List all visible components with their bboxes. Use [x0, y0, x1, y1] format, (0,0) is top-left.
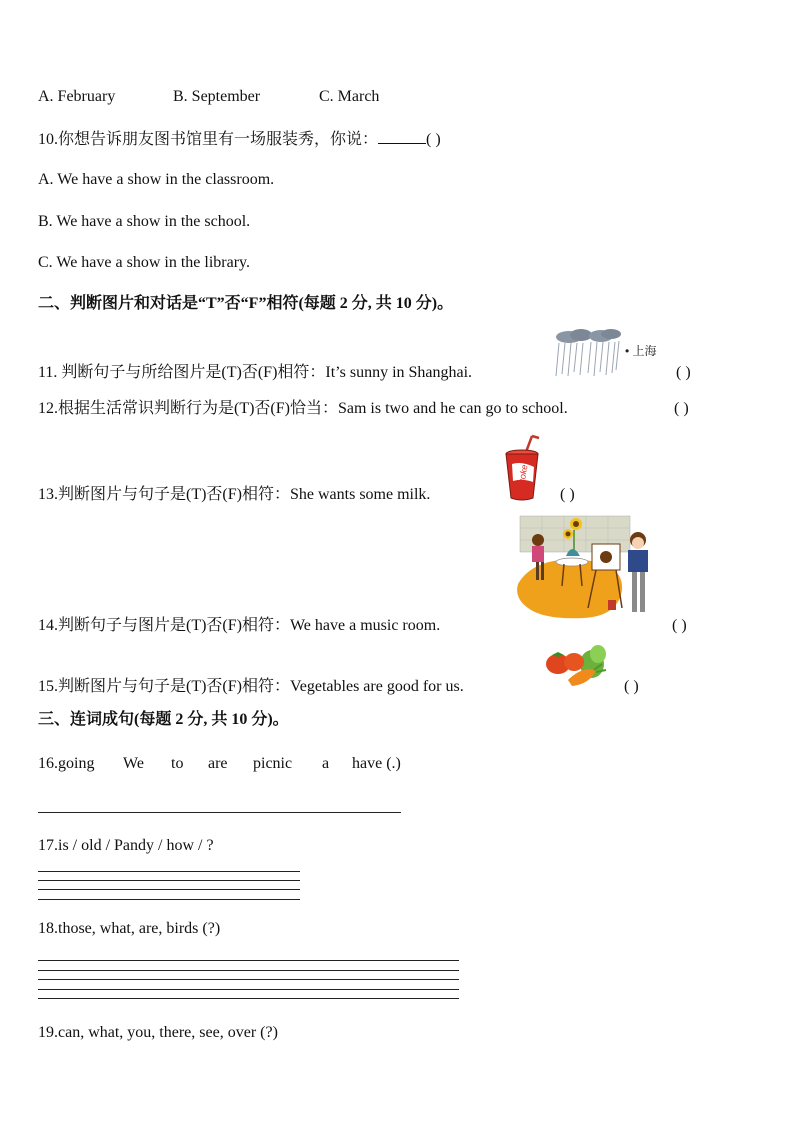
q9-option-a: A. February: [38, 88, 116, 105]
q10-question: [38, 129, 441, 150]
cola-cup-image: [502, 434, 546, 502]
section3-heading: 三、连词成句(每题 2 分, 共 10 分)。: [38, 711, 289, 728]
q16-word: to: [171, 755, 184, 772]
section2-heading: 二、判断图片和对话是“T”否“F”相符(每题 2 分, 共 10 分)。: [38, 295, 454, 312]
rain-cloud-image: [553, 328, 673, 378]
q9-options: [38, 87, 379, 107]
q11-text: 11. 判断句子与所给图片是(T)否(F)相符：It’s sunny in Shanghai.: [38, 364, 473, 381]
q15-answer-paren[interactable]: ( ): [624, 678, 639, 695]
q12-text: 12.根据生活常识判断行为是(T)否(F)恰当：Sam is two and he can go to school.: [38, 400, 568, 417]
q10-option-c: C. We have a show in the library.: [38, 254, 250, 271]
q10-option-b: B. We have a show in the school.: [38, 213, 251, 230]
q18-answer-line[interactable]: [38, 960, 459, 961]
art-room-image: [514, 512, 664, 634]
q18-text: 18.those, what, are, birds (?): [38, 920, 221, 937]
shanghai-label: • 上海: [625, 344, 657, 358]
q19-text: 19.can, what, you, there, see, over (?): [38, 1024, 278, 1041]
q10-option-a: A. We have a show in the classroom.: [38, 171, 275, 188]
q18-answer-line[interactable]: [38, 998, 459, 999]
q13-text: 13.判断图片与句子是(T)否(F)相符：She wants some milk.: [38, 486, 431, 503]
q16-answer-line[interactable]: [38, 812, 401, 813]
q17-answer-line[interactable]: [38, 880, 300, 881]
q16-word: picnic: [253, 755, 293, 772]
q14-answer-paren[interactable]: ( ): [672, 617, 687, 634]
q18-answer-line[interactable]: [38, 989, 459, 990]
q16-word: a: [322, 755, 330, 772]
q15-text: 15.判断图片与句子是(T)否(F)相符：Vegetables are good for us.: [38, 678, 464, 695]
q18-answer-line[interactable]: [38, 970, 459, 971]
q16-word: are: [208, 755, 228, 772]
q16-words: [38, 754, 401, 774]
q17-answer-line[interactable]: [38, 899, 300, 900]
q18-answer-line[interactable]: [38, 979, 459, 980]
coke-label: coke: [516, 463, 530, 485]
vegetables-image: [542, 640, 614, 690]
q13-answer-paren[interactable]: ( ): [560, 486, 575, 503]
q17-text: 17.is / old / Pandy / how / ?: [38, 837, 214, 854]
q10-answer-blank[interactable]: [378, 129, 426, 144]
q17-answer-line[interactable]: [38, 871, 300, 872]
q9-option-b: B. September: [173, 88, 261, 105]
q16-word: going: [58, 755, 95, 772]
q16-number: 16.: [38, 755, 58, 772]
q17-answer-line[interactable]: [38, 889, 300, 890]
q14-text: 14.判断句子与图片是(T)否(F)相符：We have a music room.: [38, 617, 441, 634]
q10-question-text: 10.你想告诉朋友图书馆里有一场服装秀，你说：: [38, 131, 379, 148]
q12-answer-paren[interactable]: ( ): [674, 400, 689, 417]
q16-word: We: [123, 755, 144, 772]
q11-answer-paren[interactable]: ( ): [676, 364, 691, 381]
q16-word: have (.): [352, 755, 401, 772]
q9-option-c: C. March: [319, 88, 380, 105]
q10-paren: ( ): [426, 131, 441, 148]
